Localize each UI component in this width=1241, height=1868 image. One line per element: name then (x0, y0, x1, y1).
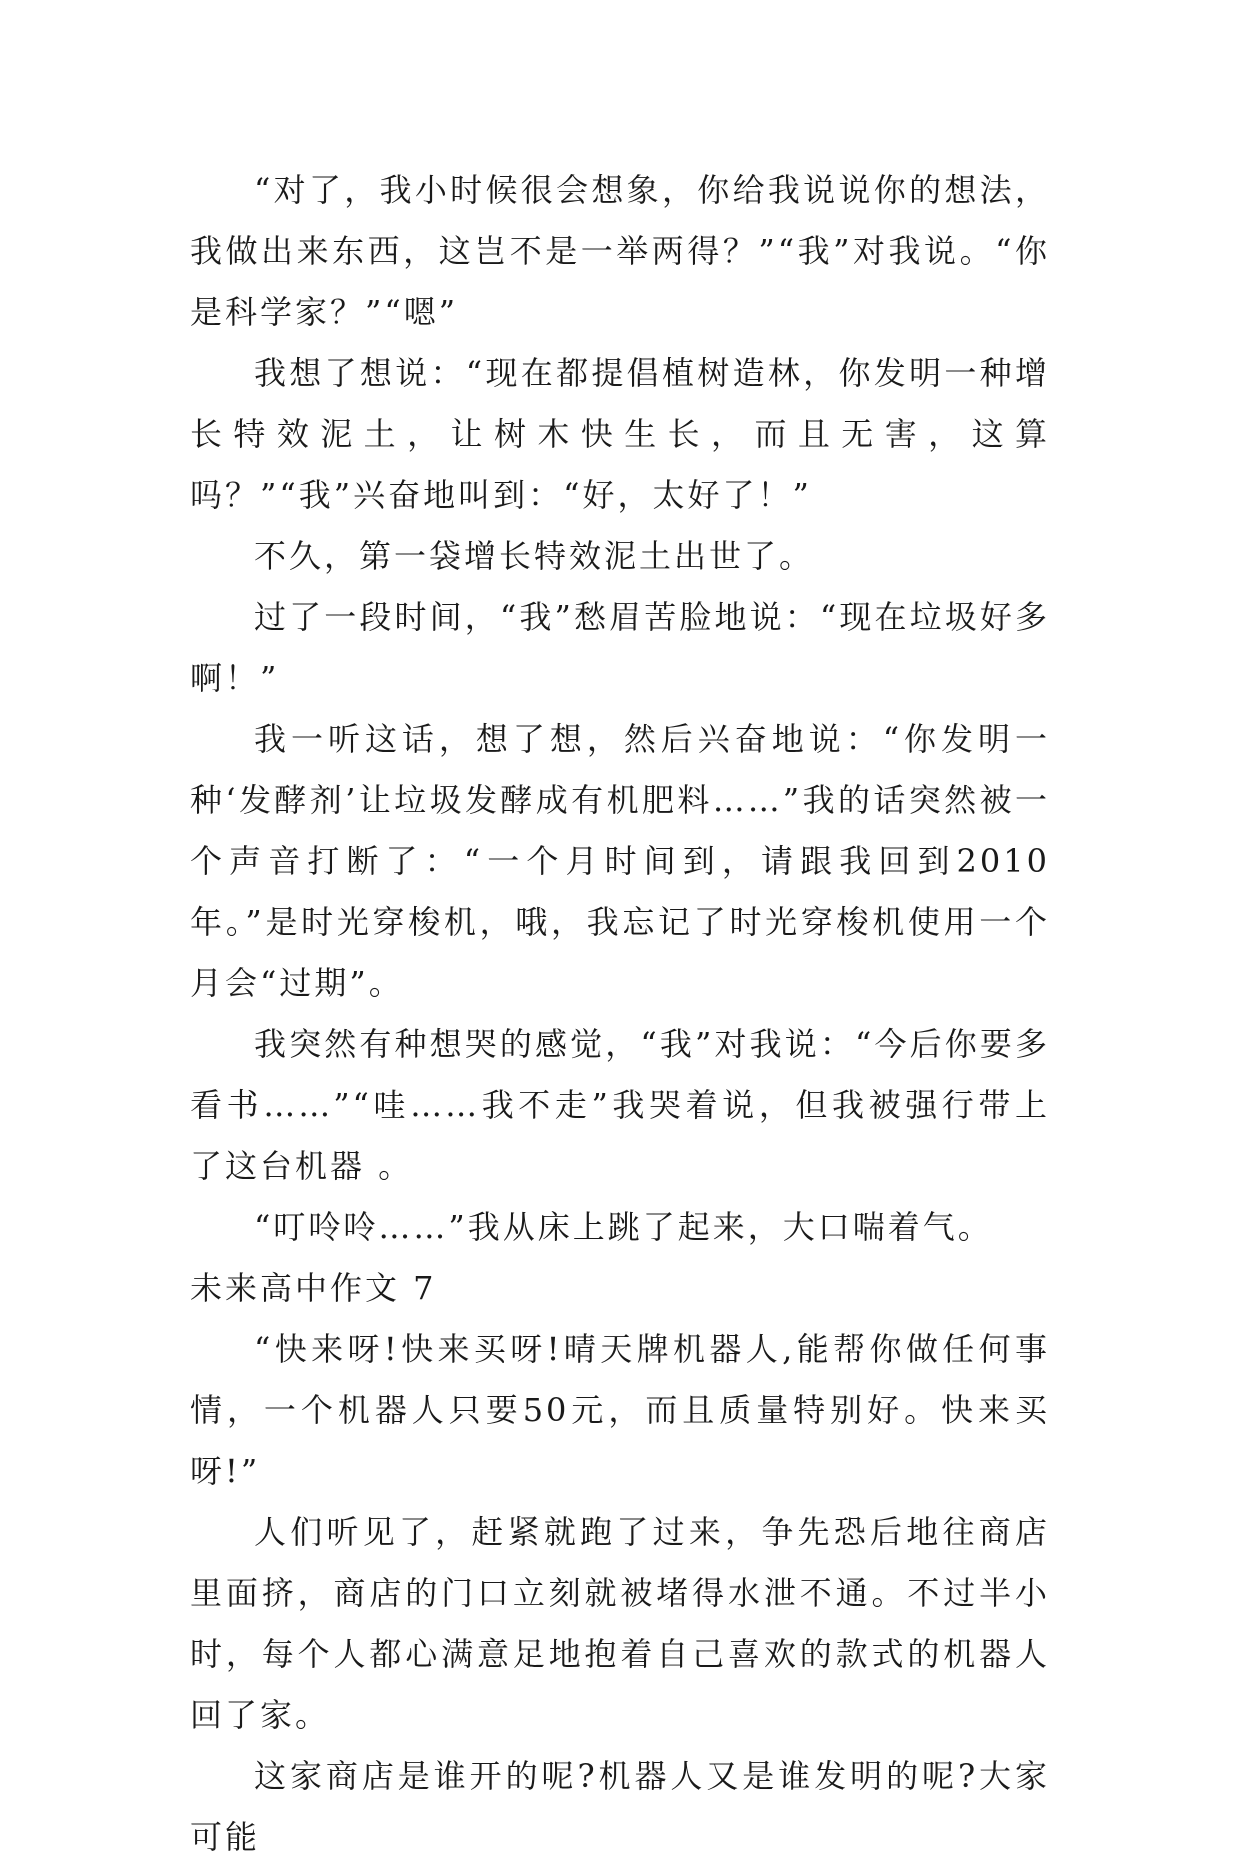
paragraph: 我一听这话，想了想，然后兴奋地说：“你发明一种‘发酵剂’让垃圾发酵成有机肥料……”我的话突然被一个声音打断了：“一个月时间到，请跟我回到2010年。”是时光穿梭机，哦，我忘记了时光穿梭机使用一个月会“过期”。 (190, 720, 1050, 1002)
section-title: 未来高中作文 7 (190, 1269, 437, 1307)
paragraph: “叮呤呤……”我从床上跳了起来，大口喘着气。 (254, 1208, 993, 1246)
paragraph: “快来呀!快来买呀!晴天牌机器人,能帮你做任何事情，一个机器人只要50元，而且质量特别好。快来买呀!” (190, 1330, 1050, 1490)
paragraph: 不久，第一袋增长特效泥土出世了。 (254, 537, 815, 575)
paragraph: 人们听见了，赶紧就跑了过来，争先恐后地往商店里面挤，商店的门口立刻就被堵得水泄不通。不过半小时，每个人都心满意足地抱着自己喜欢的款式的机器人回了家。 (190, 1513, 1050, 1734)
paragraph: 我想了想说：“现在都提倡植树造林，你发明一种增长特效泥土，让树木快生长，而且无害，这算吗？”“我”兴奋地叫到：“好，太好了！” (190, 354, 1050, 514)
document-body (190, 160, 1050, 1868)
paragraph: 这家商店是谁开的呢?机器人又是谁发明的呢?大家可能 (190, 1757, 1050, 1856)
paragraph: 过了一段时间，“我”愁眉苦脸地说：“现在垃圾好多啊！” (190, 598, 1050, 697)
paragraph: “对了，我小时候很会想象，你给我说说你的想法，我做出来东西，这岂不是一举两得？”“我”对我说。“你是科学家？”“嗯” (190, 171, 1050, 331)
paragraph: 我突然有种想哭的感觉，“我”对我说：“今后你要多看书……”“哇……我不走”我哭着说，但我被强行带上了这台机器 。 (190, 1025, 1050, 1185)
